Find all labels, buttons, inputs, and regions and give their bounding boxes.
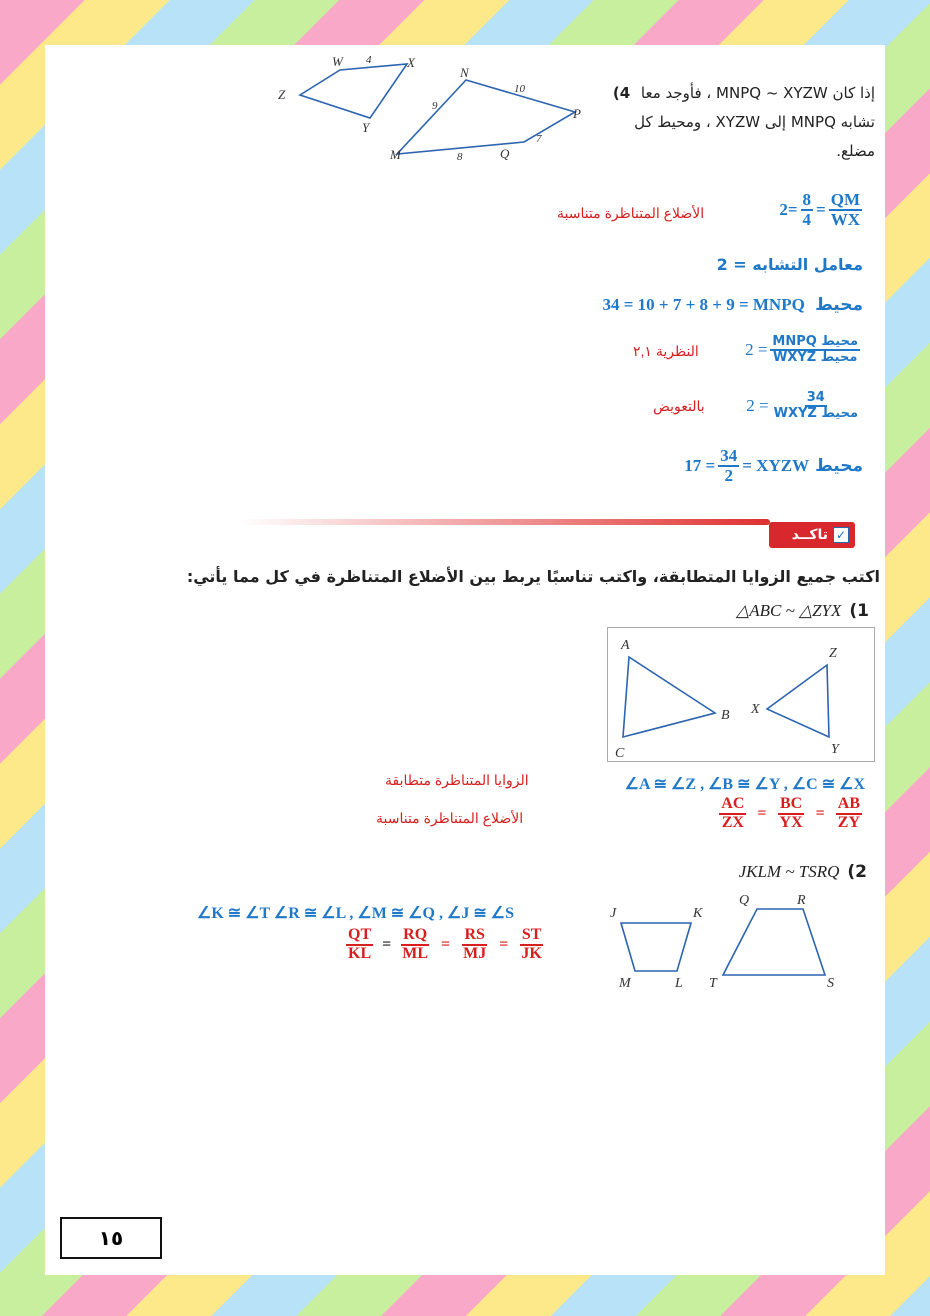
label-j: J [610, 906, 617, 921]
label-q: Q [500, 146, 510, 161]
fraction-8-4: $\frac{8}{4}$ [802, 190, 812, 229]
label-p: P [573, 106, 581, 121]
fraction-34-2: $\frac{34}{2}$ [720, 446, 738, 485]
perimeter-mnpq-expr: 34 = 10 + 7 + 8 + 9 = MNPQ [602, 295, 805, 314]
label-z1: Z [829, 646, 837, 661]
label-q2: Q [739, 893, 750, 908]
check-instruction: اكتب جميع الزوايا المتطابقة، واكتب تناسبًا يربط بين الأضلاع المتناظرة في كل مما يأتي: [186, 567, 880, 586]
fraction-ab-zy: $\frac{AB}{ZY}$ [837, 795, 860, 831]
perimeter-mnpq-line [602, 295, 863, 315]
problem2-proportion [343, 927, 547, 963]
checkbox-icon: ✓ [833, 527, 849, 543]
problem1-statement [736, 601, 869, 621]
label-y: Y [362, 120, 370, 135]
label-t: T [709, 976, 717, 991]
fraction-st-jk: $\frac{ST}{JK}$ [521, 926, 542, 962]
label-c: C [615, 746, 625, 761]
label-l: L [675, 976, 683, 991]
p2-eq2: = [441, 935, 451, 953]
problem1-angles-note: الزوايا المتناظرة متطابقة [385, 772, 529, 788]
substitution-line [746, 391, 863, 420]
ratio-eq: 2= [779, 199, 798, 219]
label-r: R [797, 893, 806, 908]
quadrilateral-figures-wxyz-mnpq [270, 50, 590, 210]
theorem-lhs: 2 = [745, 339, 768, 359]
fraction-qm-wx: $\frac{QM}{WX}$ [830, 190, 860, 229]
label-m: M [390, 147, 401, 162]
fraction-rs-mj: $\frac{RS}{MJ}$ [463, 926, 487, 962]
fraction-ac-zx: $\frac{AC}{ZX}$ [721, 795, 745, 831]
fraction-34-perimeter: $\frac{34}{\text{محيط WXYZ}}$ [773, 390, 858, 421]
substitution-lhs: 2 = [746, 395, 769, 415]
label-qp-length: 7 [536, 133, 542, 145]
perimeter-label: محيط [815, 295, 863, 315]
problem1-sides-note: الأضلاع المتناظرة متناسبة [376, 810, 524, 826]
substitution-note: بالتعويض [653, 398, 705, 414]
problem2-similarity: JKLM ~ TSRQ [738, 862, 840, 881]
label-np-length: 10 [514, 83, 525, 95]
label-a: A [621, 638, 630, 653]
check-tab [769, 522, 855, 548]
problem4-line3: مضلع. [836, 142, 875, 160]
scale-factor-line: معامل التشابه = 2 [716, 255, 863, 274]
label-mq-length: 8 [457, 151, 463, 163]
theorem-note: النظرية ٢,١ [633, 343, 699, 359]
problem1-proportion [716, 796, 865, 832]
label-x: X [407, 55, 415, 70]
problem1-similarity: △ABC ~ △ZYX [736, 601, 842, 620]
fraction-bc-yx: $\frac{BC}{YX}$ [779, 795, 803, 831]
problem4-number: 4) [612, 84, 631, 102]
label-z: Z [278, 87, 286, 102]
triangles-figure [607, 627, 875, 762]
theorem-line [745, 335, 863, 364]
label-nm-length: 9 [432, 100, 438, 112]
label-wx-length: 4 [366, 54, 372, 66]
label-s: S [827, 976, 834, 991]
ratio-eq2: = [816, 199, 826, 219]
perimeter-xyzw-line [684, 447, 863, 485]
problem4-line1: إذا كان MNPQ ~ XYZW ، فأوجد معا [640, 84, 875, 102]
problem2-number: (2 [847, 862, 867, 882]
p1-eq1: = [757, 804, 767, 822]
problem1-angles: ∠A ≅ ∠Z , ∠B ≅ ∠Y , ∠C ≅ ∠X [624, 776, 865, 793]
p2-eq3: = [499, 935, 509, 953]
label-n: N [460, 65, 469, 80]
page-number: ١٥ [98, 1226, 124, 1250]
label-m2: M [619, 976, 631, 991]
label-k: K [693, 906, 703, 921]
p2-eq1: = [382, 935, 392, 953]
final-rhs: = XYZW [742, 455, 810, 475]
label-y1: Y [831, 742, 839, 757]
section-divider-line [240, 519, 770, 525]
page-number-box [60, 1217, 162, 1259]
p1-eq2: = [815, 804, 825, 822]
ratio-qm-wx [779, 191, 865, 229]
problem4-line2: تشابه MNPQ إلى XYZW ، ومحيط كل [634, 113, 875, 131]
label-w: W [332, 54, 343, 69]
fraction-rq-ml: $\frac{RQ}{ML}$ [402, 926, 429, 962]
problem1-number: (1 [849, 601, 869, 621]
check-tab-label: تاكــد [791, 527, 828, 543]
label-x1: X [751, 702, 760, 717]
label-b: B [721, 708, 730, 723]
worksheet-page [45, 45, 885, 1275]
quadrilaterals-figure [585, 887, 875, 992]
problem4-text [575, 79, 875, 166]
final-label: محيط [815, 455, 863, 476]
fraction-qt-kl: $\frac{QT}{KL}$ [348, 926, 372, 962]
final-lhs: 17 = [684, 455, 716, 475]
fraction-perimeters: $\frac{\text{محيط MNPQ}}{\text{محيط WXYZ}}$ [772, 334, 858, 365]
problem2-angles: ∠K ≅ ∠T ∠R ≅ ∠L , ∠M ≅ ∠Q , ∠J ≅ ∠S [197, 905, 514, 922]
ratio-note: الأضلاع المتناظرة متناسبة [557, 205, 705, 221]
problem2-statement [739, 862, 867, 882]
